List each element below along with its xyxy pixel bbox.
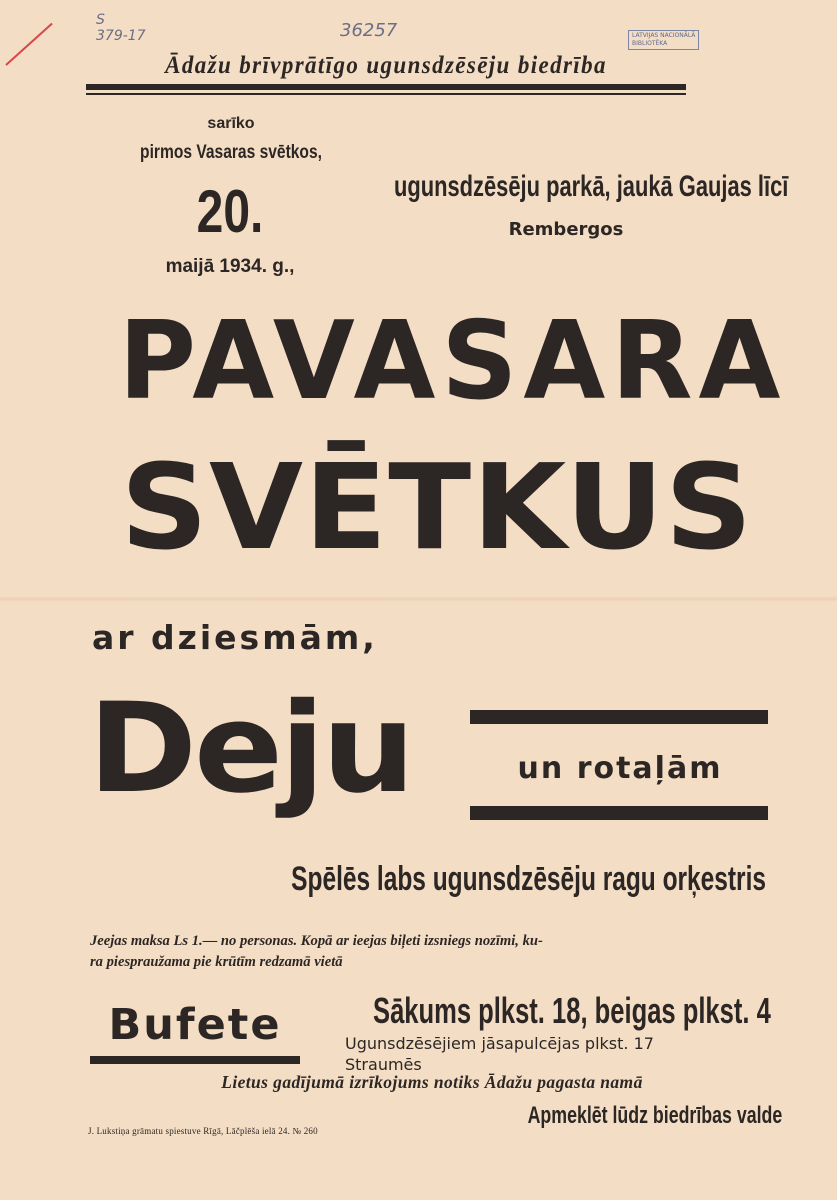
gather-line-1: Ugunsdzēsējiem jāsapulcējas plkst. 17 (345, 1034, 654, 1053)
title-line-1: PAVASARA (118, 299, 787, 424)
entry-line-1: Jeejas maksa Ls 1.— no personas. Kopā ar ieejas biļeti izsniegs nozīmi, ku- (90, 933, 543, 949)
arranges-text: sarīko (207, 115, 255, 132)
printer-credit: J. Lukstiņa grāmatu spiestuve Rīgā, Lāčplēša ielā 24. № 260 (88, 1126, 318, 1136)
start-end-time: Sākums plkst. 18, beigas plkst. 4 (373, 990, 771, 1031)
event-day: 20. (196, 178, 264, 245)
songs-text: ar dziesmām, (92, 618, 378, 657)
title-line-2: SVĒTKUS (120, 438, 754, 576)
venue-park: ugunsdzēsēju parkā, jaukā Gaujas līcī (393, 170, 789, 203)
header-rule-thin (86, 93, 686, 95)
games-text: un rotaļām (517, 751, 723, 786)
archive-note-left: S 379-17 (96, 12, 146, 44)
header-rule-thick (86, 84, 686, 90)
organization-name: Ādažu brīvprātīgo ugunsdzēsēju biedrība (165, 52, 607, 79)
archive-number: 36257 (340, 20, 398, 41)
occasion-text: pirmos Vasaras svētkos, (140, 142, 322, 163)
gather-line-2: Straumēs (345, 1055, 422, 1074)
paper-fold (0, 596, 837, 602)
venue-place: Rembergos (508, 219, 624, 240)
buffet-label: Bufete (108, 1000, 282, 1050)
buffet-rule (90, 1056, 300, 1064)
dances-rule-bottom (470, 806, 768, 820)
dances-text: Deju (88, 677, 413, 821)
invite-text: Apmeklēt lūdz biedrības valde (527, 1102, 783, 1129)
library-stamp: LATVIJAS NACIONĀLĀ BIBLIOTĒKA (628, 30, 699, 50)
orchestra-text: Spēlēs labs ugunsdzēsēju ragu orķestris (291, 860, 766, 898)
dances-rule-top (470, 710, 768, 724)
rain-note: Lietus gadījumā izrīkojums notiks Ādažu pagasta namā (221, 1072, 643, 1092)
red-pencil-mark (5, 23, 52, 66)
entry-line-2: ra piespraužama pie krūtīm redzamā vietā (90, 954, 343, 970)
month-year: maijā 1934. g., (165, 256, 295, 277)
